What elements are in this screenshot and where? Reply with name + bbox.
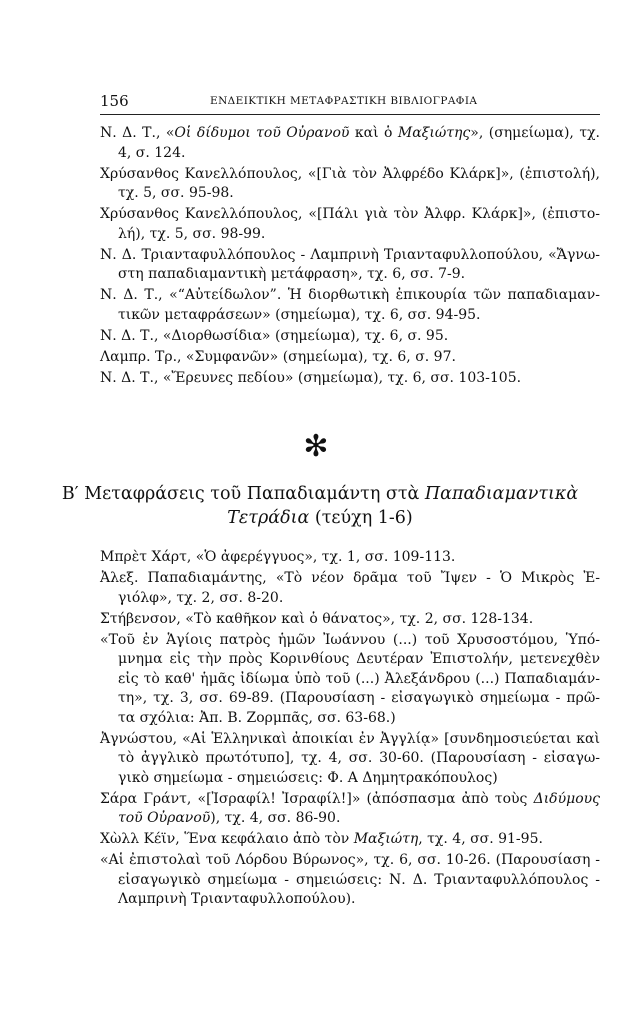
- bibliography-entry: Ν. Δ. Τ., «“Αὐτείδωλον”. Ἡ διορθωτικὴ ἐπικουρία τῶν παπαδιαμαν-τικῶν μεταφράσεων» (σημείωμα), τχ. 6, σσ. 94-95.: [100, 287, 600, 323]
- header-rule: [100, 114, 600, 115]
- bibliography-entry: Χρύσανθος Κανελλόπουλος, «[Γιὰ τὸν Ἀλφρέδο Κλάρκ]», (ἐπιστολή), τχ. 5, σσ. 95-98.: [100, 165, 600, 201]
- asterisk-ornament-icon: ✻: [303, 429, 329, 464]
- bibliography-entry: Ν. Δ. Τ., «Διορθωσίδια» (σημείωμα), τχ. 6, σ. 95.: [100, 327, 449, 344]
- bibliography-entry: Λαμπρ. Τρ., «Συμφανῶν» (σημείωμα), τχ. 6, σ. 97.: [100, 348, 456, 365]
- page-number: 156: [100, 92, 129, 110]
- bibliography-list-a: [100, 124, 600, 390]
- bibliography-entry: Ν. Δ. Τ., «Ἔρευνες πεδίου» (σημείωμα), τχ. 6, σσ. 103-105.: [100, 369, 522, 386]
- bibliography-entry: Ν. Δ. Τ., «Οἱ δίδυμοι τοῦ Οὐρανοῦ καὶ ὁ Μαξιώτης», (σημείωμα), τχ. 4, σ. 124.: [100, 125, 600, 161]
- bibliography-entry: Ν. Δ. Τριανταφυλλόπουλος - Λαμπρινὴ Τριανταφυλλοπούλου, «Ἄγνω-στη παπαδιαμαντικὴ μετάφραση», τχ. 6, σσ. 7-9.: [100, 246, 600, 282]
- bibliography-entry: Χὼλλ Κέϊν, Ἕνα κεφάλαιο ἀπὸ τὸν Μαξιώτη, τχ. 4, σσ. 91-95.: [100, 831, 543, 847]
- bibliography-list-b: [100, 548, 600, 911]
- running-title: ΕΝΔΕΙΚΤΙΚΗ ΜΕΤΑΦΡΑΣΤΙΚΗ ΒΙΒΛΙΟΓΡΑΦΙΑ: [210, 95, 478, 107]
- bibliography-entry: Ἀγνώστου, «Αἱ Ἑλληνικαὶ ἀποικίαι ἐν Ἀγγλίᾳ» [συνδημοσιεύεται καὶ τὸ ἀγγλικὸ πρωτότυπο], τχ. 4, σσ. 30-60. (Παρουσίαση - εἰσαγω-γικὸ σημείωμα - σημειώσεις: Φ. Α Δημητρακόπουλος): [100, 730, 600, 786]
- bibliography-entry: Χρύσανθος Κανελλόπουλος, «[Πάλι γιὰ τὸν Ἀλφρ. Κλάρκ]», (ἐπιστο-λή), τχ. 5, σσ. 98-99.: [100, 206, 600, 242]
- bibliography-entry: Ἀλεξ. Παπαδιαμάντης, «Τὸ νέον δρᾶμα τοῦ Ἴψεν - Ὁ Μικρὸς Ἐ-γιόλφ», τχ. 2, σσ. 8-20.: [100, 570, 600, 606]
- section-heading: Β′ Μεταφράσεις τοῦ Παπαδιαμάντη στὰ Παπαδιαμαντικὰ Τετράδια (τεύχη 1-6): [61, 484, 579, 528]
- bibliography-entry: «Τοῦ ἐν Ἁγίοις πατρὸς ἡμῶν Ἰωάννου (...) τοῦ Χρυσοστόμου, Ὑπό-μνημα εἰς τὴν πρὸς Κορινθίους Δευτέραν Ἐπιστολήν, μετενεχθὲν εἰς τὸ καθ' ἡμᾶς ἰδίωμα ὑπὸ τοῦ (...) Ἀλεξάνδρου (...) Παπαδιαμάν-τη», τχ. 3, σσ. 69-89. (Παρουσίαση - εἰσαγωγικὸ σημείωμα - πρῶ-τα σχόλια: Ἀπ. Β. Ζορμπᾶς, σσ. 63-68.): [100, 631, 600, 726]
- bibliography-entry: «Αἱ ἐπιστολαὶ τοῦ Λόρδου Βύρωνος», τχ. 6, σσ. 10-26. (Παρουσίαση - εἰσαγωγικὸ σημείωμα - σημειώσεις: Ν. Δ. Τριανταφυλλόπουλος - Λαμπρινὴ Τριανταφυλλοπούλου).: [100, 852, 600, 907]
- bibliography-entry: Μπρὲτ Χάρτ, «Ὁ ἀφερέγγυος», τχ. 1, σσ. 109-113.: [100, 549, 456, 565]
- bibliography-entry: Σάρα Γράντ, «[Ἰσραφίλ! Ἰσραφίλ!]» (ἀπόσπασμα ἀπὸ τοὺς Διδύμους τοῦ Οὐρανοῦ), τχ. 4, σσ. 86-90.: [100, 790, 600, 826]
- page-header: [100, 92, 600, 110]
- bibliography-entry: Στήβενσον, «Τὸ καθῆκον καὶ ὁ θάνατος», τχ. 2, σσ. 128-134.: [100, 610, 534, 627]
